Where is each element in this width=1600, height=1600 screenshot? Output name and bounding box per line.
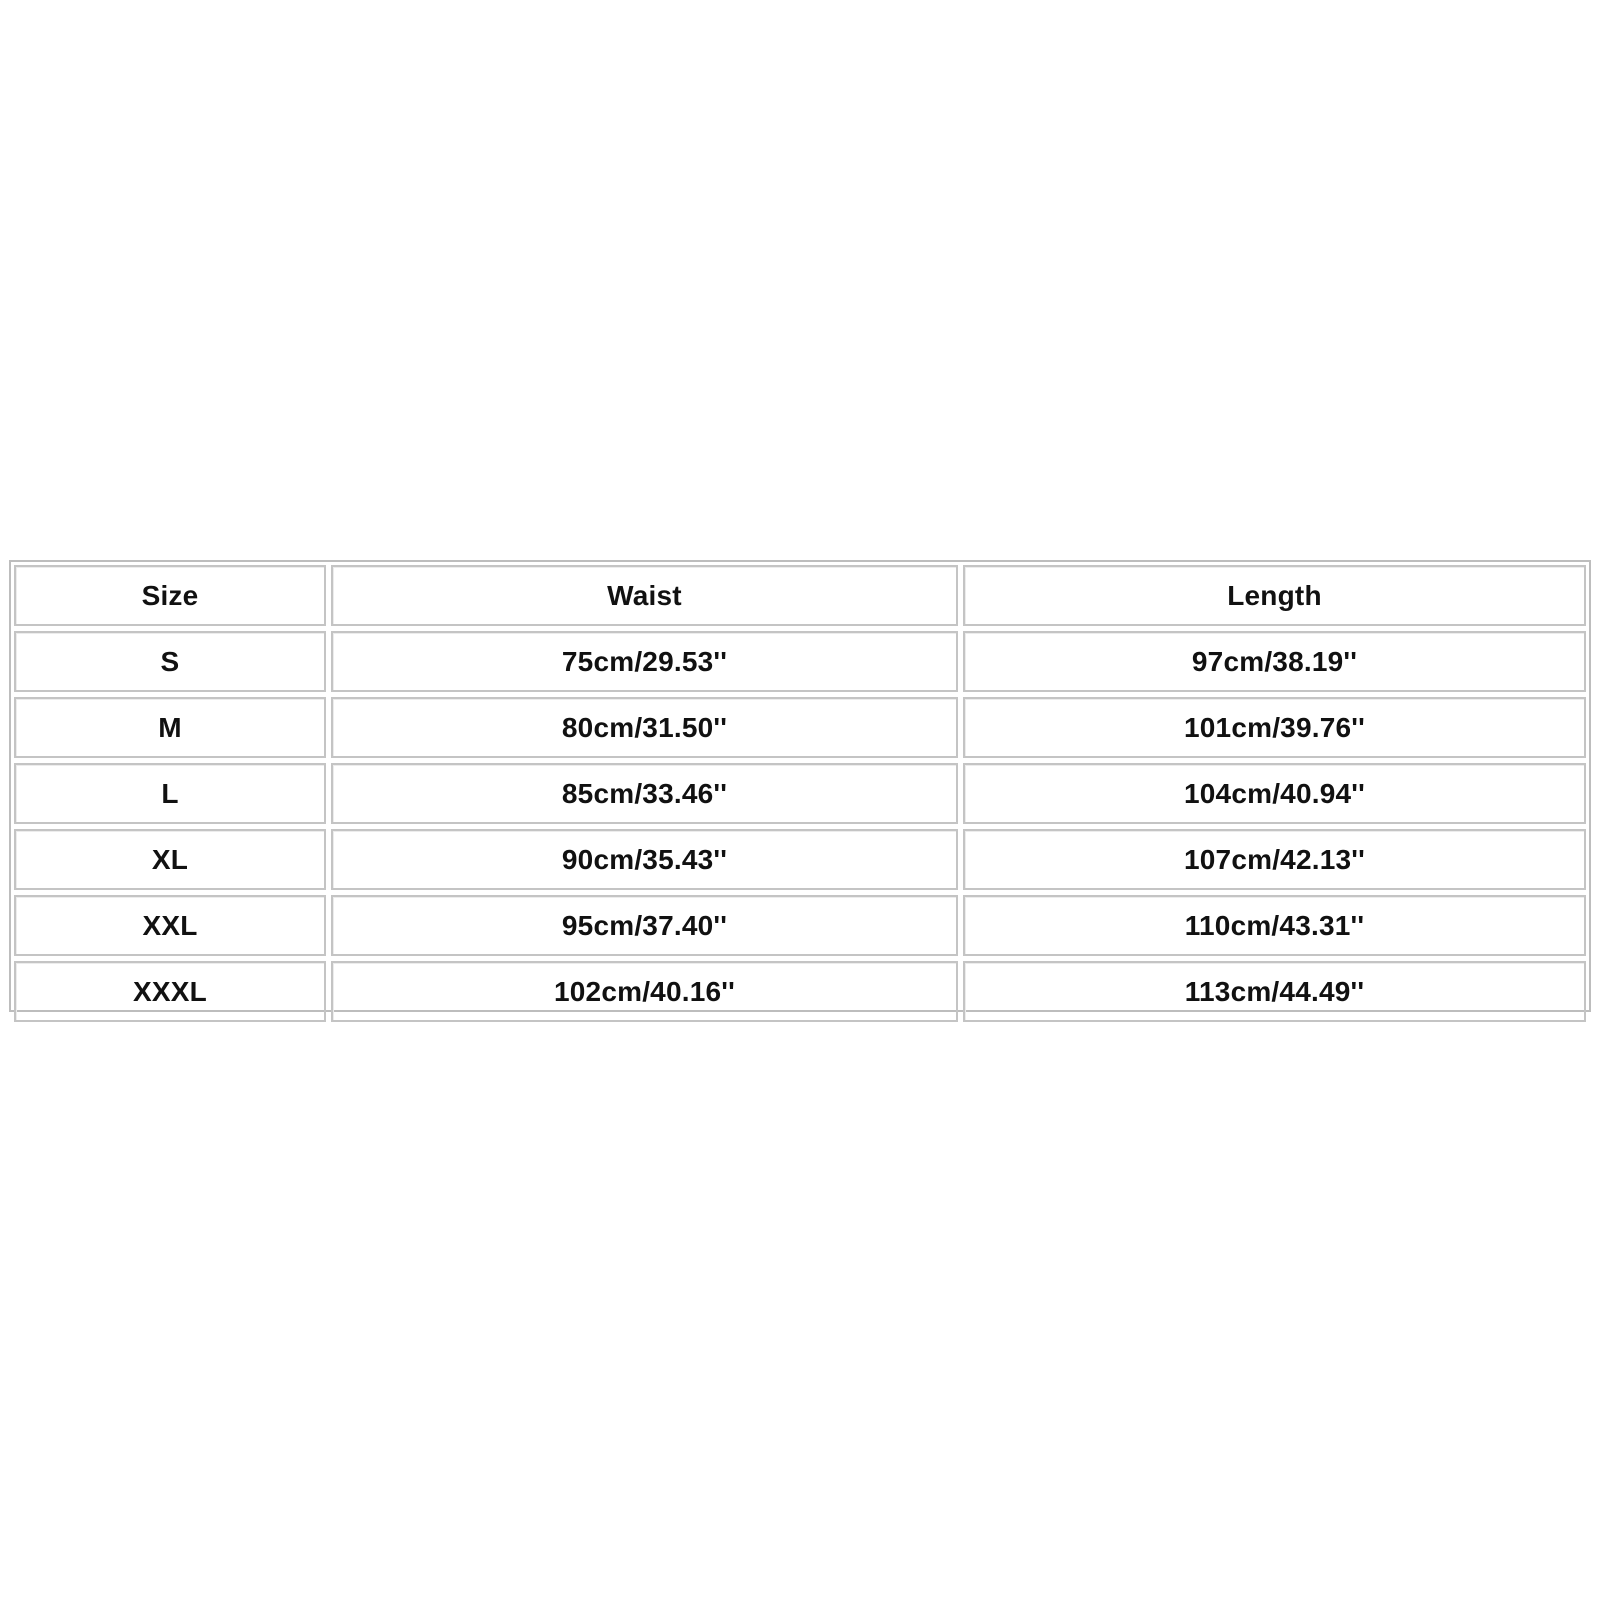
length-cell: 104cm/40.94''	[963, 763, 1586, 824]
waist-cell: 90cm/35.43''	[331, 829, 958, 890]
waist-cell: 102cm/40.16''	[331, 961, 958, 1022]
size-table	[9, 560, 1591, 1027]
header-length: Length	[963, 565, 1586, 626]
length-cell: 110cm/43.31''	[963, 895, 1586, 956]
header-size: Size	[14, 565, 326, 626]
header-waist: Waist	[331, 565, 958, 626]
length-cell: 101cm/39.76''	[963, 697, 1586, 758]
size-chart	[9, 560, 1591, 1012]
length-cell: 97cm/38.19''	[963, 631, 1586, 692]
table-row	[14, 961, 1586, 1022]
size-cell: XXXL	[14, 961, 326, 1022]
waist-cell: 95cm/37.40''	[331, 895, 958, 956]
waist-cell: 80cm/31.50''	[331, 697, 958, 758]
table-row	[14, 829, 1586, 890]
length-cell: 107cm/42.13''	[963, 829, 1586, 890]
size-cell: S	[14, 631, 326, 692]
size-cell: XL	[14, 829, 326, 890]
size-cell: L	[14, 763, 326, 824]
waist-cell: 75cm/29.53''	[331, 631, 958, 692]
table-row	[14, 763, 1586, 824]
length-cell: 113cm/44.49''	[963, 961, 1586, 1022]
header-row	[14, 565, 1586, 626]
table-row	[14, 631, 1586, 692]
table-row	[14, 895, 1586, 956]
size-cell: XXL	[14, 895, 326, 956]
size-cell: M	[14, 697, 326, 758]
table-row	[14, 697, 1586, 758]
waist-cell: 85cm/33.46''	[331, 763, 958, 824]
